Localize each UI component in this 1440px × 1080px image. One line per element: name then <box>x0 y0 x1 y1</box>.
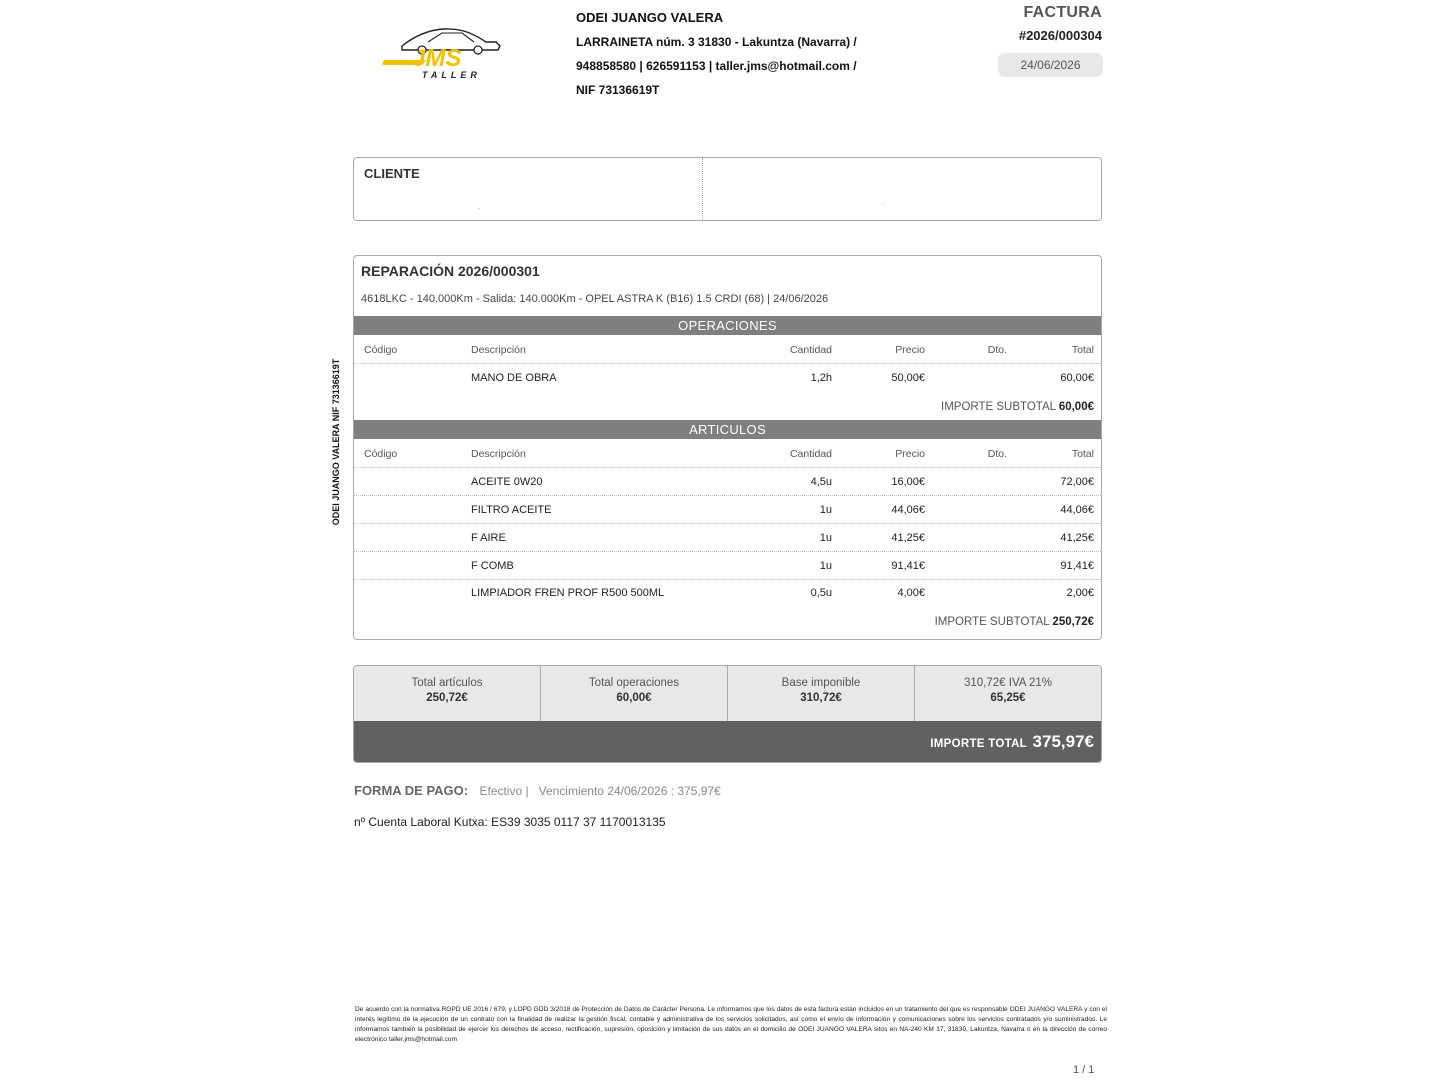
col-dto: Dto. <box>987 344 1007 356</box>
cell-price: 4,00€ <box>897 587 925 599</box>
divider <box>354 579 1101 580</box>
subtotal-label: IMPORTE SUBTOTAL <box>941 401 1056 413</box>
cell-total: 72,00€ <box>1060 476 1094 488</box>
divider <box>354 523 1101 524</box>
vat <box>914 666 1101 721</box>
company-nif: NIF 73136619T <box>576 83 660 97</box>
cell-desc: LIMPIADOR FREN PROF R500 500ML <box>471 587 665 599</box>
col-price: Precio <box>895 344 925 356</box>
operations-bar: OPERACIONES <box>354 316 1101 335</box>
cell-qty: 1u <box>819 560 832 572</box>
vat-value: 65,25€ <box>990 692 1026 704</box>
repair-box <box>353 255 1102 640</box>
taxable-base <box>727 666 914 721</box>
side-vertical-text: ODEI JUANGO VALERA NIF 73136619T <box>331 358 341 526</box>
col-price: Precio <box>895 448 925 460</box>
subtotal-value: 250,72€ <box>1052 616 1094 628</box>
col-code: Código <box>364 448 398 460</box>
totals-row <box>354 666 1101 721</box>
cell-price: 41,25€ <box>891 532 925 544</box>
cell-total: 91,41€ <box>1060 560 1094 572</box>
cell-desc: ACEITE 0W20 <box>471 476 543 488</box>
col-total: Total <box>1071 344 1094 356</box>
company-logo <box>382 24 506 84</box>
cell-desc: F COMB <box>471 560 514 572</box>
divider <box>354 551 1101 552</box>
taxable-base-label: Base imponible <box>781 677 861 689</box>
company-info <box>576 6 857 102</box>
repair-subtitle: 4618LKC - 140.000Km - Salida: 140.000Km - OPEL ASTRA K (B16) 1.5 CRDI (68) | 24/06/2026 <box>361 293 829 305</box>
logo-text: JMS <box>412 45 462 72</box>
col-total: Total <box>1071 448 1094 460</box>
page-number: 1 / 1 <box>1073 1064 1095 1076</box>
invoice-title: FACTURA <box>1023 4 1102 21</box>
grand-total-value: 375,97€ <box>1032 732 1094 751</box>
total-operations <box>540 666 727 721</box>
cell-total: 41,25€ <box>1060 532 1094 544</box>
company-name: ODEI JUANGO VALERA <box>576 10 724 25</box>
col-desc: Descripción <box>471 448 526 460</box>
cell-total: 2,00€ <box>1066 587 1094 599</box>
totals-box <box>353 665 1102 763</box>
cell-price: 44,06€ <box>891 504 925 516</box>
payment-info <box>354 783 721 798</box>
divider <box>354 495 1101 496</box>
invoice-header <box>996 4 1102 43</box>
cell-desc: MANO DE OBRA <box>471 372 557 384</box>
col-dto: Dto. <box>987 448 1007 460</box>
cell-desc: FILTRO ACEITE <box>471 504 552 516</box>
taxable-base-value: 310,72€ <box>800 692 842 704</box>
client-box <box>353 157 1102 221</box>
cell-total: 60,00€ <box>1060 372 1094 384</box>
cell-qty: 0,5u <box>810 587 832 599</box>
company-address: LARRAINETA núm. 3 31830 - Lakuntza (Navarra) / <box>576 35 857 49</box>
invoice-date: 24/06/2026 <box>998 53 1103 77</box>
total-operations-label: Total operaciones <box>588 677 680 689</box>
col-qty: Cantidad <box>789 344 832 356</box>
total-articles <box>354 666 540 721</box>
company-contact: 948858580 | 626591153 | taller.jms@hotmail.com / <box>576 59 857 73</box>
articles-subtotal <box>935 616 1094 628</box>
grand-total-bar <box>354 721 1101 763</box>
cell-total: 44,06€ <box>1060 504 1094 516</box>
subtotal-label: IMPORTE SUBTOTAL <box>934 616 1050 628</box>
cell-price: 50,00€ <box>891 372 925 384</box>
operations-subtotal <box>941 401 1094 413</box>
divider <box>354 363 1101 364</box>
subtotal-value: 60,00€ <box>1058 401 1094 413</box>
total-articles-value: 250,72€ <box>426 692 468 704</box>
client-field-1: . <box>478 202 481 211</box>
payment-method: Efectivo | <box>479 784 529 798</box>
invoice-number: #2026/000304 <box>1018 28 1102 43</box>
cell-qty: 1u <box>819 532 832 544</box>
total-articles-label: Total artículos <box>411 677 483 689</box>
repair-title: REPARACIÓN 2026/000301 <box>361 263 540 279</box>
vat-label: 310,72€ IVA 21% <box>963 677 1053 689</box>
client-field-2: . <box>882 198 885 207</box>
cell-price: 16,00€ <box>891 476 925 488</box>
payment-label: FORMA DE PAGO: <box>354 783 469 798</box>
cell-desc: F AIRE <box>471 532 506 544</box>
cell-qty: 1u <box>819 504 832 516</box>
logo-subtext: TALLER <box>422 70 481 80</box>
grand-total-label: IMPORTE TOTAL <box>930 738 1027 750</box>
bank-account: nº Cuenta Laboral Kutxa: ES39 3035 0117 37 1170013135 <box>354 815 666 829</box>
client-label: CLIENTE <box>364 166 420 181</box>
total-operations-value: 60,00€ <box>616 692 652 704</box>
cell-qty: 1,2h <box>810 372 832 384</box>
payment-due: Vencimiento 24/06/2026 : 375,97€ <box>538 784 721 798</box>
cell-qty: 4,5u <box>810 476 832 488</box>
col-qty: Cantidad <box>789 448 832 460</box>
cell-price: 91,41€ <box>891 560 925 572</box>
col-desc: Descripción <box>471 344 526 356</box>
col-code: Código <box>364 344 398 356</box>
divider <box>354 467 1101 468</box>
articles-bar: ARTICULOS <box>354 420 1101 439</box>
legal-notice: De acuerdo con la normativa RGPD UE 2016 / 679, y LOPD GDD 3/2018 de Protección de Datos de Carácter Persona. Le informamos que los datos de esta factura están incluidos en un tratamiento del que es responsable ODEI JUANGO VALERA y con el interés legítimo de la ejecución de un contrato con la finalidad de realizar la gestión fiscal, contable y administrativa de los servicios solicitados, así como el envío de información y comunicaciones sobre los servicios contratados y/o suministrados. Le informamos también la posibilidad de ejercer los derechos de acceso, rectificación, supresión, oposición y limitación de sus datos en el domicilio de ODEI JUANGO VALERA sitos en NA-240 KM 17, 31830, Lakuntza, Navarra o en la dirección de correo electrónico taller.jms@hotmail.com <box>355 1006 1107 1043</box>
client-divider <box>702 158 703 220</box>
